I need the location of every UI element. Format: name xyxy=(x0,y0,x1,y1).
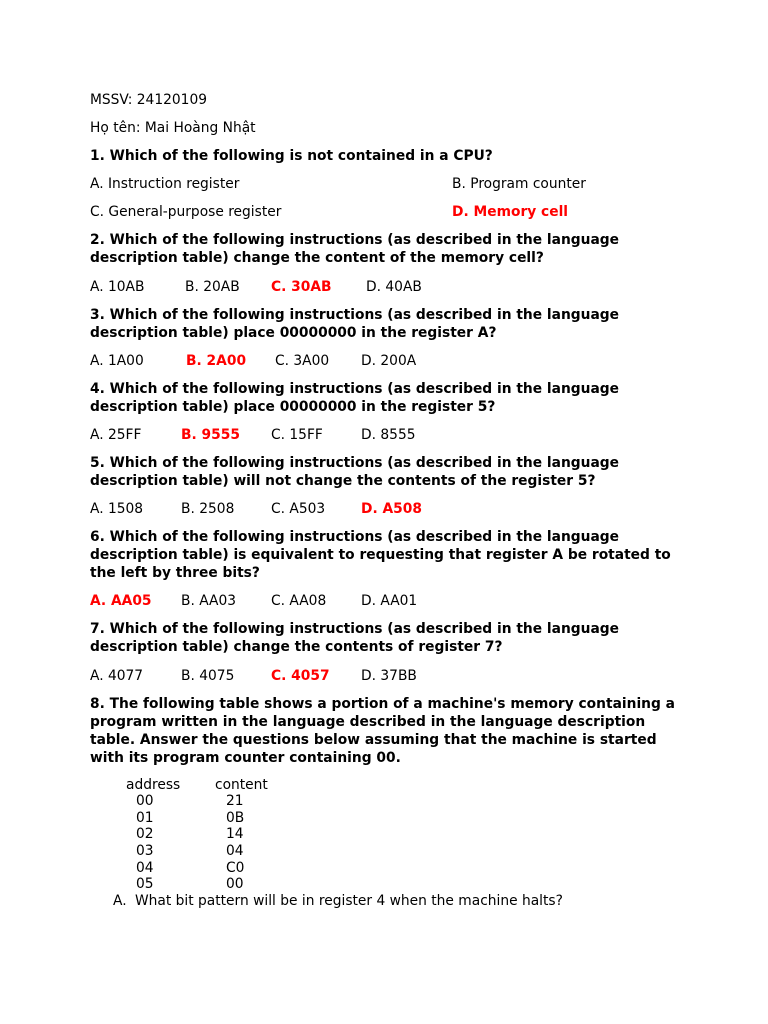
question-6-options xyxy=(90,592,730,610)
question-3 xyxy=(90,306,730,342)
question-6-option-a: A. AA05 xyxy=(90,593,152,610)
address-cell: 00 xyxy=(136,793,154,810)
question-8-line-4: with its program counter containing 00. xyxy=(90,749,401,766)
memory-table xyxy=(90,777,730,893)
question-2-line-1: 2. Which of the following instructions (as described in the language xyxy=(90,232,620,249)
student-name-label: Họ tên: xyxy=(90,120,141,137)
question-3-line-1: 3. Which of the following instructions (as described in the language xyxy=(90,306,620,323)
question-8 xyxy=(90,695,730,767)
question-7-options xyxy=(90,667,730,685)
question-7 xyxy=(90,620,730,656)
question-8-line-3: table. Answer the questions below assuming that the machine is started xyxy=(90,731,657,748)
sub-question-a xyxy=(90,893,730,910)
question-2-options xyxy=(90,278,730,296)
content-cell: C0 xyxy=(226,859,245,876)
question-3-option-b: B. 2A00 xyxy=(186,352,247,369)
question-6-option-d: D. AA01 xyxy=(361,593,418,610)
question-2-option-c: C. 30AB xyxy=(271,278,332,295)
question-7-line-2: description table) change the contents of register 7? xyxy=(90,639,503,656)
sub-question-text: What bit pattern will be in register 4 when the machine halts? xyxy=(135,892,563,909)
question-8-line-1: 8. The following table shows a portion of a machine's memory containing a xyxy=(90,695,675,712)
question-3-line-2: description table) place 00000000 in the register A? xyxy=(90,324,497,341)
question-5-options xyxy=(90,500,730,518)
question-1-options-row-1 xyxy=(90,175,730,193)
question-4-line-1: 4. Which of the following instructions (as described in the language xyxy=(90,380,620,397)
question-4-option-c: C. 15FF xyxy=(271,426,323,443)
question-5-line-2: description table) will not change the contents of the register 5? xyxy=(90,473,596,490)
question-5-option-d: D. A508 xyxy=(361,501,422,518)
memory-table-row xyxy=(90,826,730,843)
question-7-option-d: D. 37BB xyxy=(361,667,417,684)
memory-table-header xyxy=(90,777,730,794)
content-column-header: content xyxy=(215,776,268,793)
question-4 xyxy=(90,380,730,416)
sub-question-marker: A. xyxy=(113,892,127,909)
address-cell: 05 xyxy=(136,876,154,893)
student-name-line xyxy=(90,119,730,137)
question-7-option-a: A. 4077 xyxy=(90,667,144,684)
student-name-value: Mai Hoàng Nhật xyxy=(144,120,256,137)
question-1-option-a: A. Instruction register xyxy=(90,176,240,193)
question-1 xyxy=(90,147,730,165)
question-4-option-b: B. 9555 xyxy=(181,426,240,443)
address-cell: 03 xyxy=(136,843,154,860)
question-5-option-b: B. 2508 xyxy=(181,501,235,518)
question-3-option-c: C. 3A00 xyxy=(275,352,330,369)
memory-table-row xyxy=(90,843,730,860)
question-8-line-2: program written in the language described in the language description xyxy=(90,713,646,730)
content-cell: 00 xyxy=(226,876,244,893)
question-6-line-1: 6. Which of the following instructions (as described in the language xyxy=(90,529,620,546)
address-cell: 01 xyxy=(136,809,154,826)
question-2-option-b: B. 20AB xyxy=(185,278,240,295)
question-6-line-3: the left by three bits? xyxy=(90,565,260,582)
content-cell: 21 xyxy=(226,793,244,810)
memory-table-row xyxy=(90,810,730,827)
question-2-line-2: description table) change the content of the memory cell? xyxy=(90,250,544,267)
question-6-option-b: B. AA03 xyxy=(181,593,237,610)
document-body xyxy=(90,91,730,909)
question-7-option-b: B. 4075 xyxy=(181,667,235,684)
question-3-option-d: D. 200A xyxy=(361,352,417,369)
question-7-line-1: 7. Which of the following instructions (as described in the language xyxy=(90,621,620,638)
question-5-option-c: C. A503 xyxy=(271,501,326,518)
address-cell: 04 xyxy=(136,859,154,876)
question-4-options xyxy=(90,426,730,444)
address-column-header: address xyxy=(126,776,181,793)
question-1-options-row-2 xyxy=(90,203,730,221)
question-6-line-2: description table) is equivalent to requesting that register A be rotated to xyxy=(90,547,671,564)
student-id-line xyxy=(90,91,730,109)
memory-table-row xyxy=(90,876,730,893)
question-2-option-d: D. 40AB xyxy=(366,278,422,295)
question-5-option-a: A. 1508 xyxy=(90,501,144,518)
question-1-option-d: D. Memory cell xyxy=(452,204,569,221)
memory-table-row xyxy=(90,860,730,877)
student-id-value: 24120109 xyxy=(136,92,208,108)
question-3-option-a: A. 1A00 xyxy=(90,352,144,369)
question-7-option-c: C. 4057 xyxy=(271,667,330,684)
student-id-label: MSSV: xyxy=(90,92,133,108)
question-2-option-a: A. 10AB xyxy=(90,278,145,295)
question-2 xyxy=(90,231,730,267)
memory-table-row xyxy=(90,793,730,810)
question-1-option-c: C. General-purpose register xyxy=(90,204,282,221)
question-4-option-d: D. 8555 xyxy=(361,426,416,443)
address-cell: 02 xyxy=(136,826,154,843)
question-4-option-a: A. 25FF xyxy=(90,426,142,443)
question-3-options xyxy=(90,352,730,370)
content-cell: 14 xyxy=(226,826,244,843)
question-6 xyxy=(90,528,730,582)
question-1-option-b: B. Program counter xyxy=(452,176,586,193)
question-5-line-1: 5. Which of the following instructions (as described in the language xyxy=(90,455,620,472)
question-4-line-2: description table) place 00000000 in the register 5? xyxy=(90,398,496,415)
question-5 xyxy=(90,454,730,490)
question-6-option-c: C. AA08 xyxy=(271,593,327,610)
content-cell: 04 xyxy=(226,843,244,860)
content-cell: 0B xyxy=(226,809,245,826)
question-1-line-1: 1. Which of the following is not contained in a CPU? xyxy=(90,148,493,165)
